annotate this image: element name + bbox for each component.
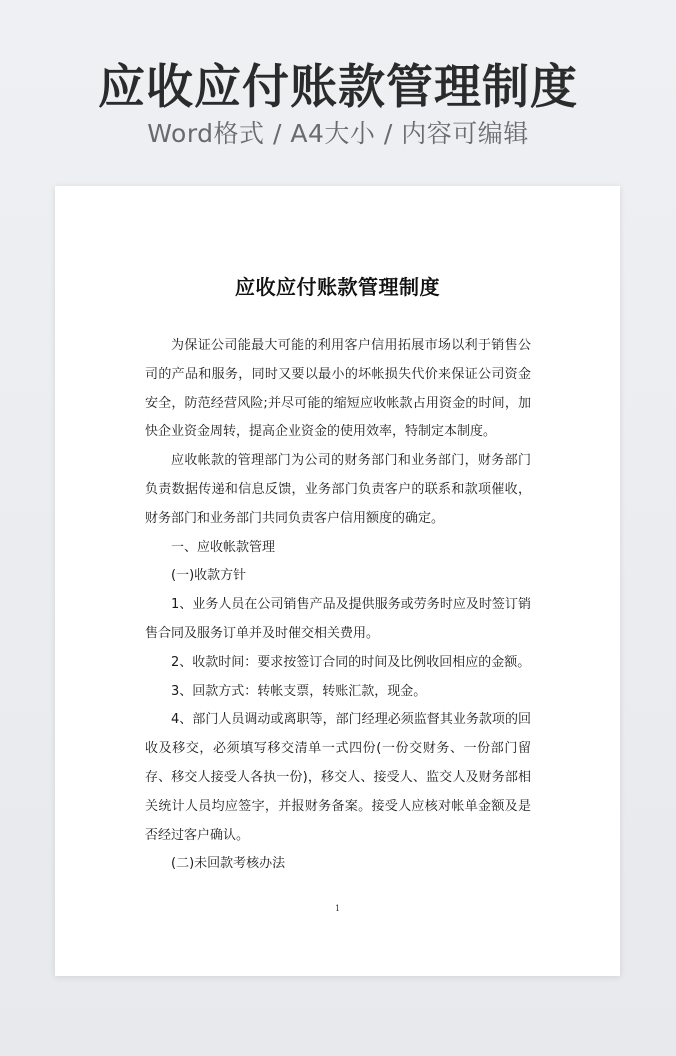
list-item-4: 4、部门人员调动或离职等，部门经理必须监督其业务款项的回收及移交，必须填写移交清单一式四份(一份交财务、一份部门留存、移交人接受人各执一份)，移交人、接受人、监交人及财务部相关统计人员均应签字，并报财务备案。接受人应核对帐单金额及是否经过客户确认。 — [145, 712, 531, 843]
paragraph-intro: 为保证公司能最大可能的利用客户信用拓展市场以利于销售公司的产品和服务，同时又要以最小的坏帐损失代价来保证公司资金安全，防范经营风险;并尽可能的缩短应收帐款占用资金的时间，加快企业资金周转，提高企业资金的使用效率，特制定本制度。 — [145, 338, 531, 440]
section-heading-receivables: 一、应收帐款管理 — [171, 539, 276, 555]
subsection-heading-assessment: (二)未回款考核办法 — [171, 856, 286, 872]
page-number: 1 — [334, 904, 341, 913]
subsection-heading-collection-policy: (一)收款方针 — [171, 568, 247, 584]
document-body — [145, 332, 531, 879]
banner-title: 应收应付账款管理制度 — [98, 60, 578, 115]
list-item-2: 2、收款时间：要求按签订合同的时间及比例收回相应的金额。 — [171, 654, 531, 670]
document-title: 应收应付账款管理制度 — [235, 275, 440, 299]
list-item-3: 3、回款方式：转帐支票，转账汇款，现金。 — [171, 683, 427, 699]
paragraph-management-dept: 应收帐款的管理部门为公司的财务部门和业务部门，财务部门负责数据传递和信息反馈，业务部门负责客户的联系和款项催收，财务部门和业务部门共同负责客户信用额度的确定。 — [145, 453, 531, 526]
document-page — [55, 186, 620, 976]
banner-subtitle: Word格式 / A4大小 / 内容可编辑 — [147, 119, 529, 148]
list-item-1: 1、业务人员在公司销售产品及提供服务或劳务时应及时签订销售合同及服务订单并及时催交相关费用。 — [145, 597, 531, 641]
